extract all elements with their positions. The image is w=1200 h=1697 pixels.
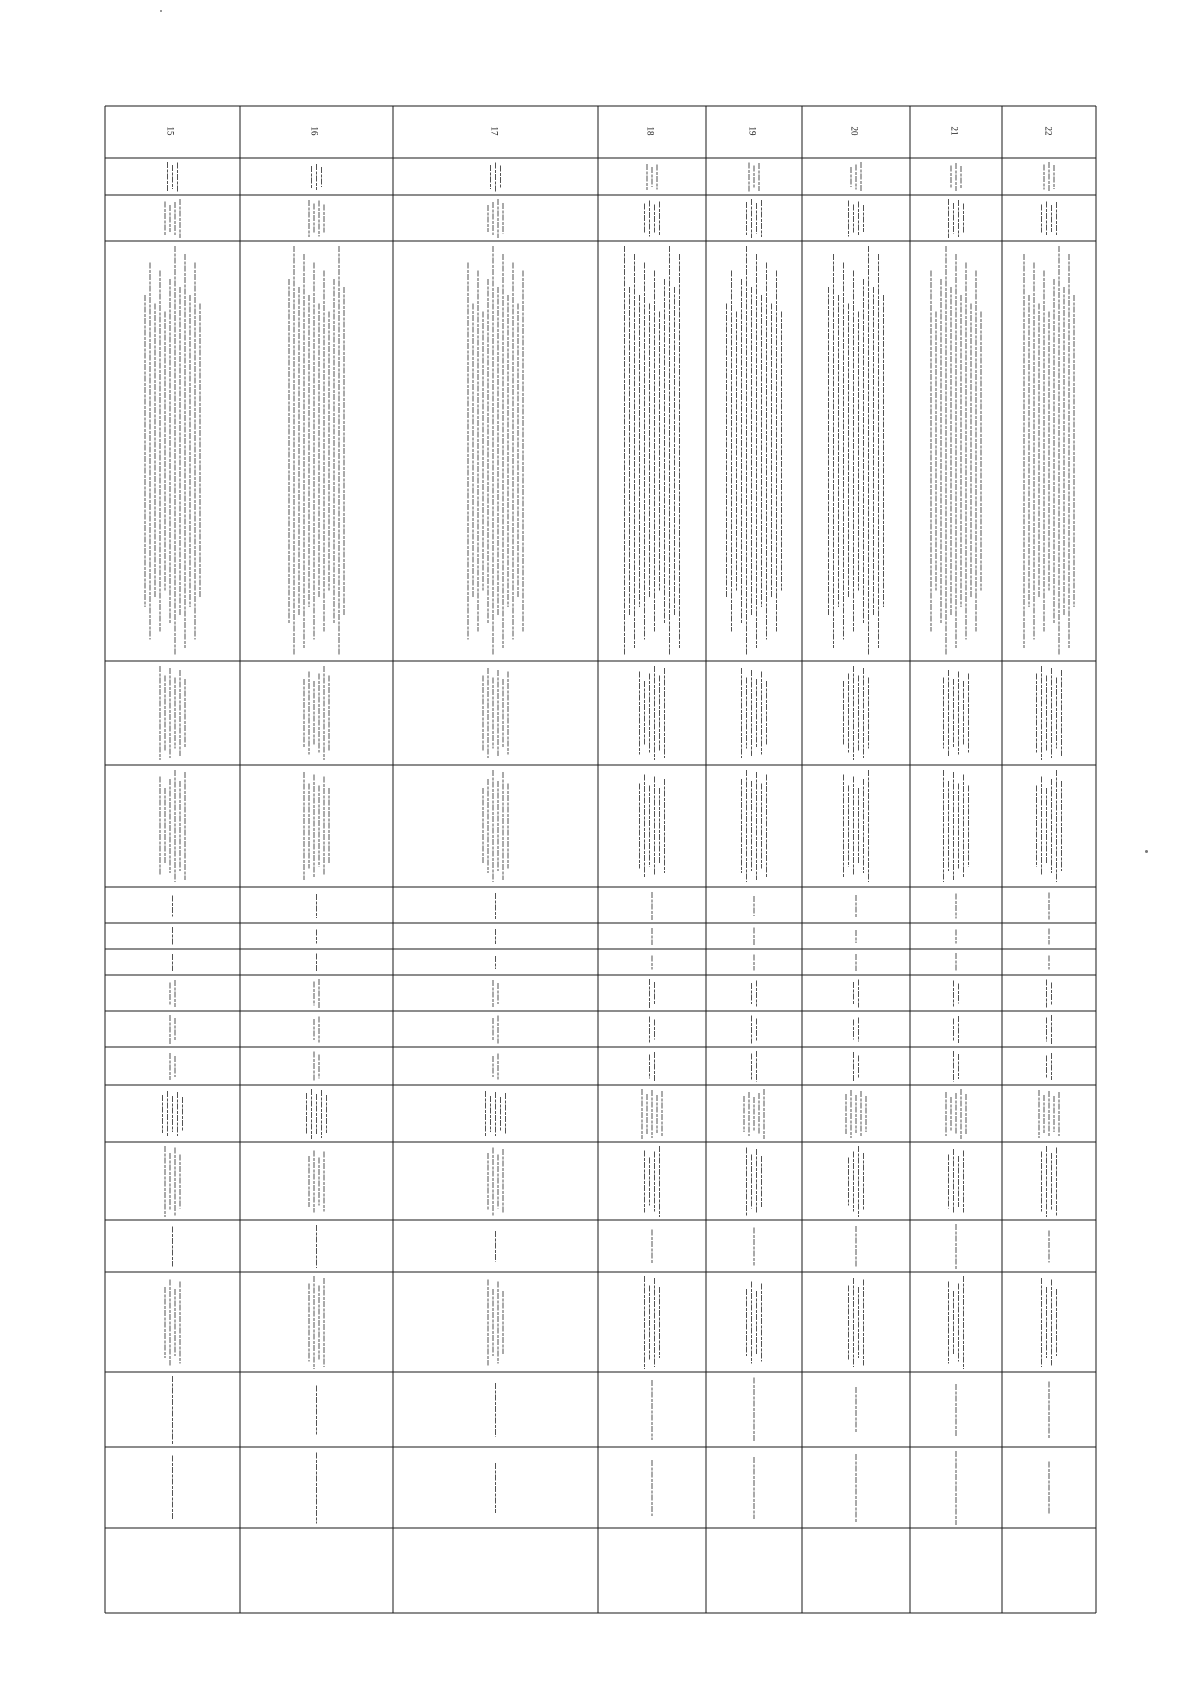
- row-number: 18: [645, 126, 656, 136]
- row-number: 16: [309, 126, 320, 136]
- row-number: 19: [747, 126, 758, 136]
- row-number: 17: [489, 126, 500, 136]
- row-number: 20: [849, 126, 860, 136]
- row-number: 15: [165, 126, 176, 136]
- row-number: 21: [949, 126, 960, 136]
- row-number: 22: [1043, 126, 1054, 136]
